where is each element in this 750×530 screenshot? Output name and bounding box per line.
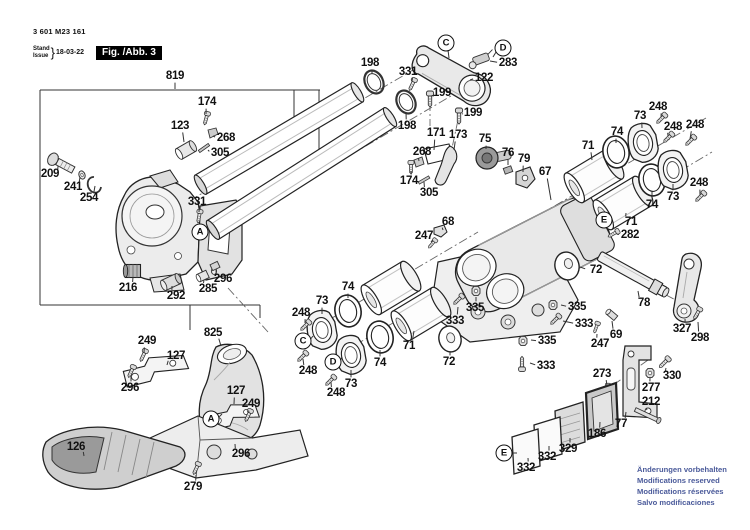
plate-332-b [512,429,540,474]
part-label-209: 209 [40,168,60,180]
part-label-199: 199 [432,87,452,99]
part-label-68: 68 [441,216,455,228]
part-label-216: 216 [118,282,138,294]
part-label-75: 75 [478,133,492,145]
part-label-285: 285 [198,283,218,295]
screw-330 [657,355,672,370]
part-label-72: 72 [442,356,456,368]
ref-marker-E: E [496,445,513,462]
part-label-127: 127 [226,385,246,397]
part-label-74: 74 [645,199,659,211]
part-label-73: 73 [666,191,680,203]
legal-line-de: Änderungen vorbehalten [637,465,727,474]
screw-248 [324,373,338,387]
part-label-335: 335 [537,335,557,347]
part-label-249: 249 [241,398,261,410]
clip-68 [434,225,447,237]
screw-248 [296,349,310,363]
part-label-71: 71 [624,216,638,228]
part-label-73: 73 [344,378,358,390]
part-label-74: 74 [373,357,387,369]
nut-335-right [549,300,557,309]
legal-notice [637,464,727,508]
screw-333-bottom [519,356,526,371]
part-label-248: 248 [685,119,705,131]
part-label-247: 247 [414,230,434,242]
part-label-73: 73 [633,110,647,122]
part-label-283: 283 [498,57,518,69]
bushing-216 [123,265,140,278]
part-label-79: 79 [517,153,531,165]
figure-label-box: Fig. /Abb. 3 [96,46,162,60]
part-label-122: 122 [474,72,494,84]
screw-199-a [426,91,433,107]
pin-305-a [198,143,209,152]
part-label-329: 329 [558,443,578,455]
o-ring-198-upper [361,67,388,96]
legal-line-en: Modifications reserved [637,476,720,485]
part-label-247: 247 [590,338,610,350]
screw-248 [694,189,708,203]
part-label-127: 127 [166,350,186,362]
part-label-248: 248 [298,365,318,377]
ref-marker-A: A [203,411,220,428]
part-label-199: 199 [463,107,483,119]
part-label-305: 305 [210,147,230,159]
part-label-249: 249 [137,335,157,347]
part-label-171: 171 [426,127,446,139]
part-label-332: 332 [516,462,536,474]
part-label-333: 333 [536,360,556,372]
bushing-76 [503,166,513,174]
part-label-254: 254 [79,192,99,204]
nut-335-left [472,286,480,295]
part-label-248: 248 [326,387,346,399]
part-label-74: 74 [341,281,355,293]
part-label-173: 173 [448,129,468,141]
ref-marker-D: D [325,354,342,371]
part-label-126: 126 [66,441,86,453]
part-label-292: 292 [166,290,186,302]
part-label-273: 273 [592,368,612,380]
part-label-330: 330 [662,370,682,382]
part-label-279: 279 [183,481,203,493]
part-label-335: 335 [465,302,485,314]
flange-73-l1 [304,308,339,351]
carriage-casting-67 [430,189,623,342]
bushing-123 [174,140,198,161]
part-label-296: 296 [213,273,233,285]
part-label-123: 123 [170,120,190,132]
knob-75 [476,147,515,169]
part-label-268: 268 [412,146,432,158]
part-label-186: 186 [587,428,607,440]
part-label-333: 333 [445,315,465,327]
screw-247-a [427,237,439,250]
nut-335-bottom [519,336,527,345]
part-label-282: 282 [620,229,640,241]
stand-issue-label: Stand Issue [33,46,50,59]
bracket-77 [623,346,657,418]
part-label-248: 248 [648,101,668,113]
ref-marker-D: D [495,40,512,57]
part-label-73: 73 [315,295,329,307]
part-label-74: 74 [610,126,624,138]
part-label-248: 248 [689,177,709,189]
clamp-79 [516,167,535,188]
part-label-305: 305 [419,187,439,199]
part-label-77: 77 [614,418,628,430]
part-label-248: 248 [291,307,311,319]
part-label-331: 331 [187,196,207,208]
bushing-285 [195,270,209,282]
part-label-277: 277 [641,382,661,394]
screw-247-b [592,321,601,334]
shaft-78 [596,250,671,299]
part-label-71: 71 [402,340,416,352]
part-label-69: 69 [609,329,623,341]
part-label-331: 331 [398,66,418,78]
part-label-174: 174 [197,96,217,108]
catalog-part-number: 3 601 M23 161 [33,27,86,36]
part-label-78: 78 [637,297,651,309]
part-283 [467,50,497,70]
issue-row [33,44,162,60]
pin-69 [605,308,618,320]
flange-73-l2 [333,333,368,376]
legal-line-es: Salvo modificaciones [637,498,715,507]
part-label-76: 76 [501,147,515,159]
part-label-819: 819 [165,70,185,82]
part-label-298: 298 [690,332,710,344]
part-label-67: 67 [538,166,552,178]
part-label-296: 296 [231,448,251,460]
part-label-248: 248 [663,121,683,133]
part-label-198: 198 [360,57,380,69]
screw-199-b [455,108,462,124]
title-block [33,27,162,60]
brace-glyph: } [50,45,56,61]
ring-74-l1 [332,293,364,330]
washer-241 [78,170,87,180]
part-label-198: 198 [397,120,417,132]
bolt-209 [45,151,76,176]
part-label-327: 327 [672,323,692,335]
part-label-72: 72 [589,264,603,276]
part-label-332: 332 [537,451,557,463]
part-label-71: 71 [581,140,595,152]
part-label-296: 296 [120,382,140,394]
part-label-825: 825 [203,327,223,339]
issue-date: 18-03-22 [56,49,85,57]
ref-marker-C: C [438,35,455,52]
ref-marker-E: E [596,212,613,229]
part-label-174: 174 [399,175,419,187]
legal-line-fr: Modifications réservées [637,487,724,496]
part-label-335: 335 [567,301,587,313]
flange-73-u1 [625,121,660,164]
nut-277 [646,368,654,377]
part-label-333: 333 [574,318,594,330]
ref-marker-A: A [192,224,209,241]
plate-186 [586,383,618,439]
part-label-268: 268 [216,132,236,144]
part-label-212: 212 [641,396,661,408]
part-label-241: 241 [63,181,83,193]
ref-marker-C: C [295,333,312,350]
